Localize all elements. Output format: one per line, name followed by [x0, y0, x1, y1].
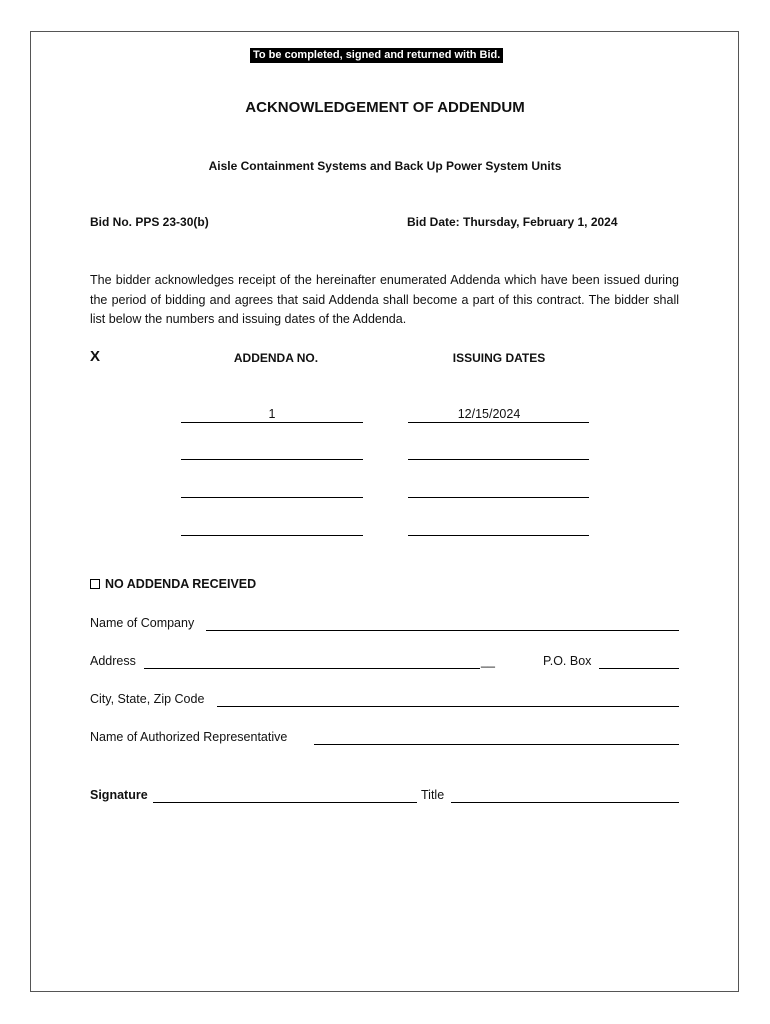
title-field[interactable]: [451, 802, 679, 803]
addenda-date-line-1: [408, 422, 589, 423]
bid-date: Bid Date: Thursday, February 1, 2024: [407, 215, 618, 229]
title-label: Title: [421, 788, 445, 802]
bid-number: Bid No. PPS 23-30(b): [90, 215, 209, 229]
signature-label: Signature: [90, 788, 148, 802]
po-box-label: P.O. Box: [543, 654, 592, 668]
no-addenda-label: NO ADDENDA RECEIVED: [105, 577, 257, 591]
representative-field[interactable]: [314, 744, 679, 745]
addenda-number-line-2: [181, 459, 363, 460]
document-subtitle: Aisle Containment Systems and Back Up Power System Units: [208, 159, 562, 173]
addenda-no-header: ADDENDA NO.: [233, 351, 319, 365]
issuing-dates-header: ISSUING DATES: [452, 351, 546, 365]
instruction-banner: To be completed, signed and returned with Bid.: [250, 48, 503, 63]
addenda-number-line-3: [181, 497, 363, 498]
addenda-date-line-4: [408, 535, 589, 536]
city-field[interactable]: [217, 706, 679, 707]
address-label: Address: [90, 654, 136, 668]
addenda-date-line-3: [408, 497, 589, 498]
address-field[interactable]: [144, 668, 480, 669]
document-title: ACKNOWLEDGEMENT OF ADDENDUM: [245, 99, 525, 116]
no-addenda-row[interactable]: [90, 577, 256, 591]
addenda-number-line-4: [181, 535, 363, 536]
addenda-number-field-1[interactable]: 1: [268, 407, 276, 421]
po-box-field[interactable]: [599, 668, 679, 669]
address-suffix: __: [481, 654, 495, 668]
no-addenda-checkbox[interactable]: [90, 579, 100, 589]
company-field[interactable]: [206, 630, 679, 631]
addenda-date-line-2: [408, 459, 589, 460]
addenda-date-field-1[interactable]: 12/15/2024: [457, 407, 521, 421]
signature-field[interactable]: [153, 802, 417, 803]
x-mark: X: [90, 348, 101, 365]
addenda-number-line-1: [181, 422, 363, 423]
representative-label: Name of Authorized Representative: [90, 730, 288, 744]
city-label: City, State, Zip Code: [90, 692, 205, 706]
instructions-paragraph: The bidder acknowledges receipt of the hereinafter enumerated Addenda which have been issued during the period of bidding and agrees that said Addenda shall become a part of this contract. The bidder shall list below the numbers and issuing dates of the Addenda.: [90, 273, 679, 326]
company-label: Name of Company: [90, 616, 195, 630]
form-page: [30, 31, 739, 992]
